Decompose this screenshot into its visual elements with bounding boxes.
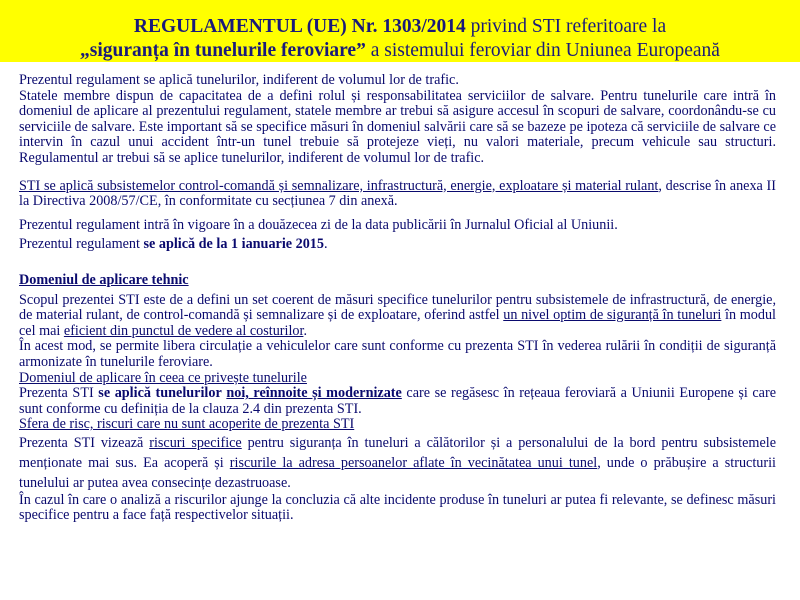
paragraph-application-date (19, 237, 776, 253)
title-banner (0, 0, 800, 62)
paragraph-tunnels: Prezenta STI se aplică tunelurilor noi, reînnoite și modernizate care se regăsesc în rețeaua feroviară a Uniunii Europene și care sunt conforme cu definiția de la clauza 2.4 din prezenta STI. (19, 385, 777, 417)
paragraph-specific-risks: Prezenta STI vizează riscuri specifice pentru siguranța în tuneluri a călătorilor și a personalului de la bord pentru subsistemele menționate mai sus. Ea acoperă și riscurile la adresa persoanelor aflate în vecinătatea unui tunel, unde o prăbușire a structurii tunelului ar putea avea consecințe dezastruoase. (19, 434, 776, 491)
subsystems-underlined: STI se aplică subsistemelor control-comandă și semnalizare, infrastructură, energie, exploatare și material rulant (19, 177, 659, 194)
application-date-bold: se aplică de la 1 ianuarie 2015 (143, 236, 324, 253)
document-body (19, 73, 776, 524)
regulation-number: REGULAMENTUL (UE) Nr. 1303/2014 (133, 16, 466, 37)
new-renewed-upgraded: noi, reînnoite și modernizate (226, 385, 402, 402)
paragraph-purpose: Scopul prezentei STI este de a defini un set coerent de măsuri specifice tunelurilor pentru subsistemele de infrastructură, de energie, de material rulant, de control-comandă și semnalizare și de exploatare, oferind astfel un nivel optim de siguranță în tuneluri în modul cel mai eficient din punctul de vedere al costurilor. (19, 291, 776, 339)
heading-tunnel-scope: Domeniul de aplicare în ceea ce privește tunelurile (19, 369, 307, 386)
paragraph-rescue-services: Statele membre dispun de capacitatea de a defini rolul și responsabilitatea serviciilor de salvare. Pentru tunelurile care intră în domeniul de aplicare al prezentului regulament, statele membre ar trebui să asigure accesul în scopuri de salvare, coordonându-se cu serviciile de salvare. Este important să se specifice măsuri în domeniul salvării care să se bazeze pe ipoteza că serviciile de salvare ce intervin în cazul unui accident într-un tunel trebuie să protejeze vieți, nu valori materiale, precum vehicule sau structuri. Regulamentul ar trebui să se aplice tunelurilor, indiferent de volumul lor de trafic. (19, 87, 776, 166)
subsystems-rest: , descrise în anexa II la Directiva 2008/57/CE, în conformitate cu secțiunea 7 din anexă. (19, 177, 776, 210)
title-rest: privind STI referitoare la (465, 16, 667, 37)
paragraph-risk-analysis: În cazul în care o analiză a riscurilor ajunge la concluzia că alte incidente produse în tuneluri ar putea fi relevante, se definesc măsuri specifice pentru a face față respectivelor situații. (19, 491, 776, 524)
paragraph-free-circulation: În acest mod, se permite libera circulație a vehiculelor care sunt conforme cu prezenta STI în vederea rulării în condiții de siguranță armonizate în tunelurile feroviare. (19, 338, 776, 370)
heading-technical-scope: Domeniul de aplicare tehnic (19, 271, 189, 288)
title-line-2 (0, 40, 800, 62)
heading-risk-scope: Sfera de risc, riscuri care nu sunt acoperite de prezenta STI (19, 416, 355, 433)
subtitle-topic: „siguranța în tunelurile feroviare” (80, 40, 366, 61)
neighbour-risks-underlined: riscurile la adresa persoanelor aflate în vecinătatea unui tunel (229, 454, 598, 471)
paragraph-subsystems (19, 179, 776, 210)
paragraph-entry-into-force: Prezentul regulament intră în vigoare în a douăzecea zi de la data publicării în Jurnalul Oficial al Uniunii. (19, 216, 618, 233)
application-date-end: . (324, 236, 328, 253)
subtitle-rest: a sistemului feroviar din Uniunea Europeană (365, 40, 720, 61)
optimal-safety-underlined: un nivel optim de siguranță în tuneluri (503, 307, 722, 324)
title-line-1 (0, 16, 800, 38)
specific-risks-underlined: riscuri specifice (149, 434, 242, 451)
application-date-start: Prezentul regulament (19, 236, 144, 253)
paragraph-scope-traffic: Prezentul regulament se aplică tunelurilor, indiferent de volumul lor de trafic. (19, 72, 459, 88)
cost-efficient-underlined: eficient din punctul de vedere al costurilor (63, 322, 304, 339)
